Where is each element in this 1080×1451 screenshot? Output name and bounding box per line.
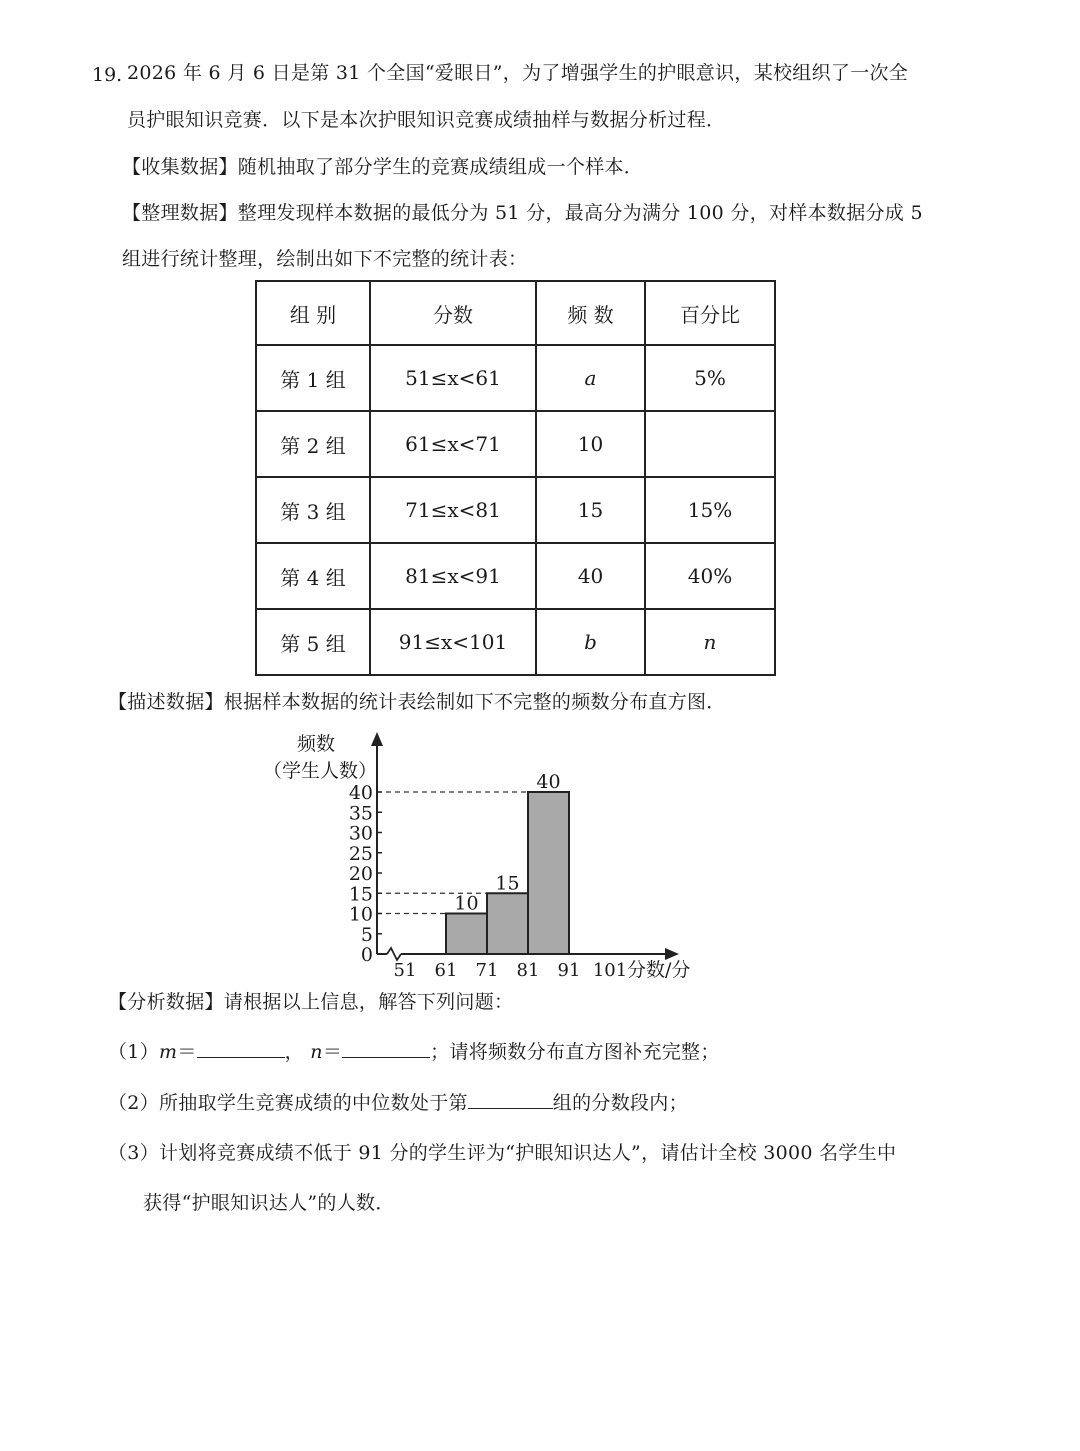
q1-var-n: n xyxy=(310,1041,323,1063)
q1-prefix: （1） xyxy=(108,1041,159,1063)
y-tick-label: 25 xyxy=(348,842,373,865)
analyze-data-text: 【分析数据】请根据以上信息，解答下列问题： xyxy=(108,991,514,1013)
x-tick-label: 91 xyxy=(557,960,581,981)
question-number: 19. xyxy=(92,64,123,86)
frequency-cell: 10 xyxy=(536,411,645,477)
score-cell: 61≤x<71 xyxy=(370,411,536,477)
percentage-cell: 40% xyxy=(645,543,775,609)
q2-suffix: 组的分数段内； xyxy=(552,1092,688,1114)
histogram-bar xyxy=(487,893,528,954)
frequency-histogram xyxy=(255,722,715,987)
header-score: 分数 xyxy=(370,281,536,345)
q1-equals: ＝ xyxy=(177,1041,197,1063)
histogram-bar xyxy=(446,914,487,955)
x-tick-label: 81 xyxy=(516,960,540,981)
y-axis-arrow xyxy=(371,732,383,746)
y-tick-label: 5 xyxy=(360,923,373,946)
x-axis-break-mark xyxy=(387,948,401,960)
y-tick-label: 40 xyxy=(348,782,373,804)
score-cell: 81≤x<91 xyxy=(370,543,536,609)
frequency-cell: 40 xyxy=(536,543,645,609)
table-row xyxy=(256,543,775,609)
organize-data-line-2: 组进行统计整理，绘制出如下不完整的统计表： xyxy=(122,248,528,270)
header-frequency: 频 数 xyxy=(536,281,645,345)
x-tick-label: 61 xyxy=(434,960,458,981)
group-cell: 第 1 组 xyxy=(256,345,370,411)
q1-equals-2: ＝ xyxy=(322,1041,343,1063)
y-tick-label: 35 xyxy=(348,802,373,825)
intro-line-2: 员护眼知识竞赛．以下是本次护眼知识竞赛成绩抽样与数据分析过程． xyxy=(127,109,726,131)
question-2 xyxy=(108,1090,688,1116)
q1-var-m: m xyxy=(159,1041,178,1063)
table-header-row xyxy=(256,281,775,345)
q2-blank[interactable] xyxy=(468,1108,553,1109)
y-tick-label: 10 xyxy=(348,903,373,926)
q2-prefix: （2）所抽取学生竞赛成绩的中位数处于第 xyxy=(108,1092,468,1114)
percentage-cell: 15% xyxy=(645,477,775,543)
statistics-table xyxy=(255,280,776,676)
histogram-bar xyxy=(528,792,569,954)
table-row xyxy=(256,411,775,477)
y-tick-label: 20 xyxy=(348,863,373,885)
group-cell: 第 2 组 xyxy=(256,411,370,477)
header-percentage: 百分比 xyxy=(645,281,775,345)
frequency-cell: b xyxy=(536,609,645,675)
y-tick-label: 0 xyxy=(360,944,373,966)
score-cell: 71≤x<81 xyxy=(370,477,536,543)
y-axis-title-line-2: （学生人数） xyxy=(263,760,378,782)
y-tick-label: 30 xyxy=(348,822,373,845)
x-axis-title: 分数/分 xyxy=(627,959,691,981)
score-cell: 51≤x<61 xyxy=(370,345,536,411)
bar-value-label: 15 xyxy=(495,872,520,895)
score-cell: 91≤x<101 xyxy=(370,609,536,675)
question-3-line-1: （3）计划将竞赛成绩不低于 91 分的学生评为“护眼知识达人”，请估计全校 3000 名学生中 xyxy=(108,1142,897,1164)
percentage-cell: 5% xyxy=(645,345,775,411)
y-tick-label: 15 xyxy=(348,883,373,906)
group-cell: 第 3 组 xyxy=(256,477,370,543)
bar-value-label: 10 xyxy=(454,892,479,915)
table-row xyxy=(256,609,775,675)
y-axis-title-line-1: 频数 xyxy=(297,733,336,755)
q1-n-blank[interactable] xyxy=(342,1057,430,1058)
group-cell: 第 5 组 xyxy=(256,609,370,675)
bar-value-label: 40 xyxy=(536,771,561,793)
x-tick-label: 51 xyxy=(393,960,417,981)
question-3-line-2: 获得“护眼知识达人”的人数． xyxy=(143,1192,395,1214)
x-tick-label: 71 xyxy=(475,960,499,981)
organize-data-line-1: 【整理数据】整理发现样本数据的最低分为 51 分，最高分为满分 100 分，对样本数据分成 5 xyxy=(122,202,923,224)
frequency-cell: a xyxy=(536,345,645,411)
q1-suffix: ；请将频数分布直方图补充完整； xyxy=(430,1041,720,1063)
header-group: 组 别 xyxy=(256,281,370,345)
group-cell: 第 4 组 xyxy=(256,543,370,609)
table-row xyxy=(256,345,775,411)
table-row xyxy=(256,477,775,543)
frequency-cell: 15 xyxy=(536,477,645,543)
percentage-cell xyxy=(645,411,775,477)
describe-data-text: 【描述数据】根据样本数据的统计表绘制如下不完整的频数分布直方图． xyxy=(108,691,726,713)
x-tick-label: 101 xyxy=(592,960,628,981)
percentage-cell: n xyxy=(645,609,775,675)
intro-line-1: 2026 年 6 月 6 日是第 31 个全国“爱眼日”，为了增强学生的护眼意识，某校组织了一次全 xyxy=(127,62,909,84)
collect-data-text: 【收集数据】随机抽取了部分学生的竞赛成绩组成一个样本． xyxy=(122,156,644,178)
q1-m-blank[interactable] xyxy=(197,1057,285,1058)
q1-separator: ， xyxy=(284,1041,304,1063)
question-1 xyxy=(108,1039,720,1065)
